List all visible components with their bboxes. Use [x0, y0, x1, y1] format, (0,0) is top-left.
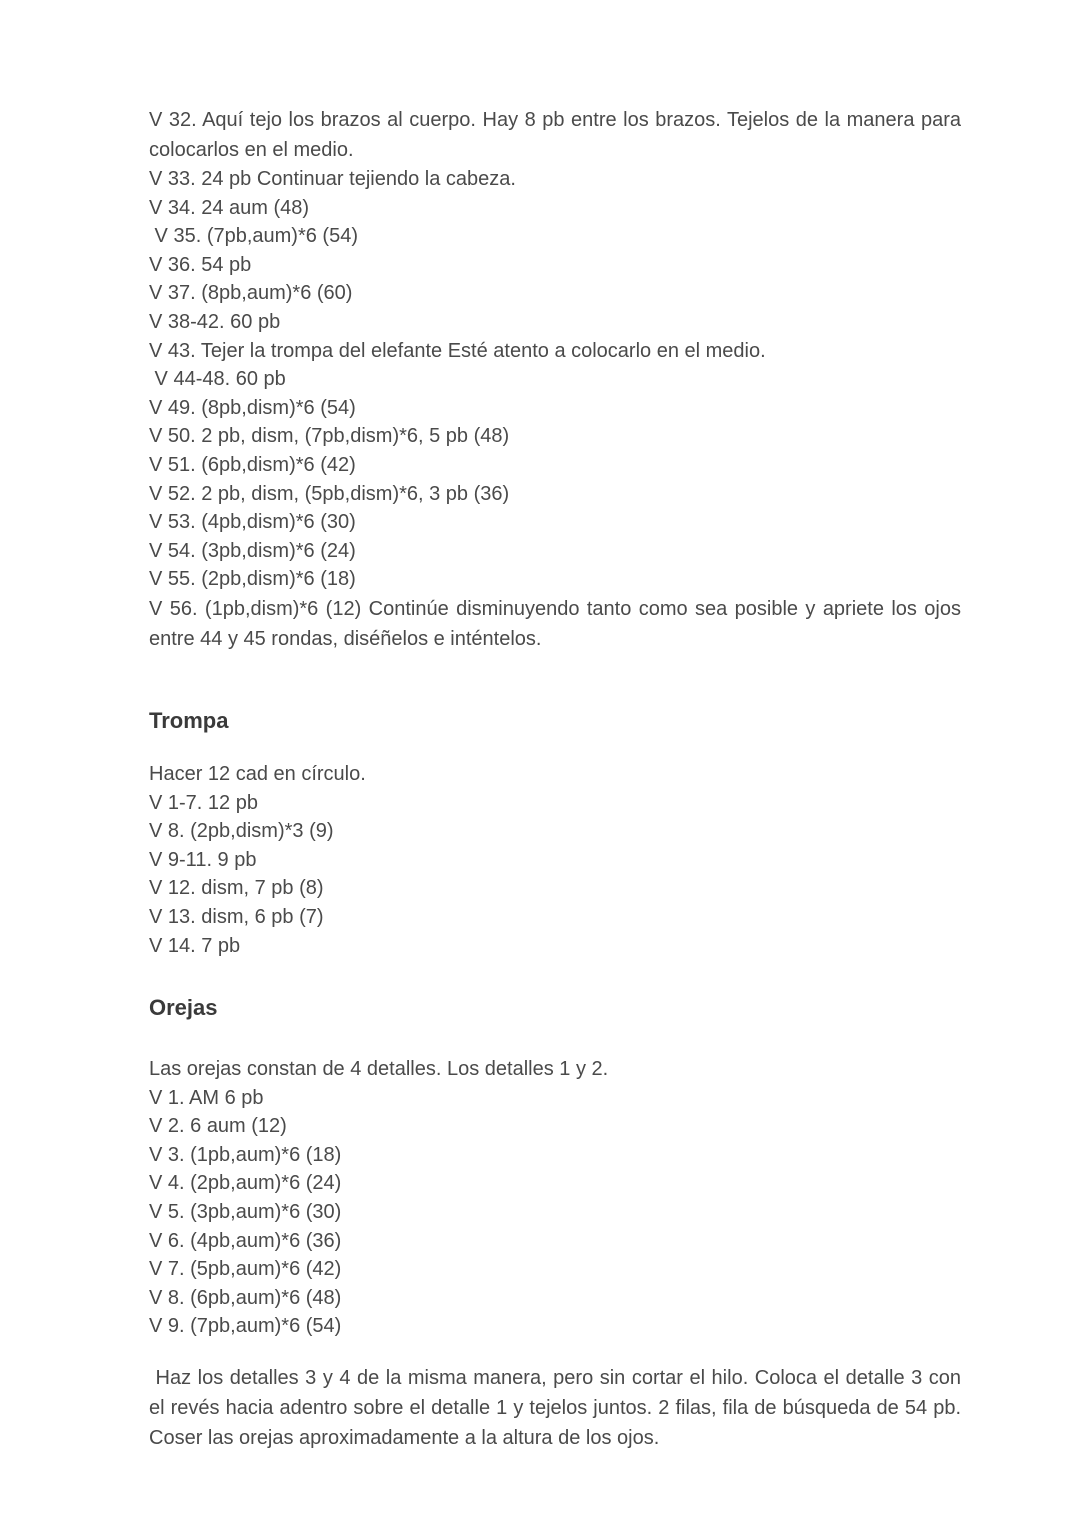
document-page — [149, 0, 967, 1528]
orejas-line: V 3. (1pb,aum)*6 (18) — [149, 1143, 342, 1166]
trompa-line: V 14. 7 pb — [149, 934, 241, 957]
cuerpo-line: V 53. (4pb,dism)*6 (30) — [149, 511, 356, 534]
orejas-line: V 5. (3pb,aum)*6 (30) — [149, 1200, 342, 1223]
trompa-line: V 1-7. 12 pb — [149, 791, 258, 814]
cuerpo-line: V 44-48. 60 pb — [149, 368, 286, 391]
cuerpo-outro: V 56. (1pb,dism)*6 (12) Continúe disminuyendo tanto como sea posible y apriete los ojos entre 44 y 45 rondas, diséñelos e inténtelos. — [149, 597, 961, 650]
orejas-heading: Orejas — [149, 995, 218, 1020]
orejas-line: V 1. AM 6 pb — [149, 1086, 264, 1109]
trompa-line: Hacer 12 cad en círculo. — [149, 763, 366, 785]
trompa-line: V 8. (2pb,dism)*3 (9) — [149, 820, 334, 843]
cuerpo-line: V 36. 54 pb — [149, 253, 252, 276]
orejas-line: V 9. (7pb,aum)*6 (54) — [149, 1315, 342, 1338]
cuerpo-line: V 43. Tejer la trompa del elefante Esté atento a colocarlo en el medio. — [149, 339, 766, 362]
cuerpo-section — [149, 105, 961, 654]
cuerpo-line: V 55. (2pb,dism)*6 (18) — [149, 568, 356, 591]
trompa-line: V 9-11. 9 pb — [149, 848, 257, 871]
cuerpo-line: V 52. 2 pb, dism, (5pb,dism)*6, 3 pb (36) — [149, 482, 510, 505]
cuerpo-line: V 50. 2 pb, dism, (7pb,dism)*6, 5 pb (48) — [149, 425, 510, 448]
trompa-heading: Trompa — [149, 708, 229, 733]
orejas-line: Las orejas constan de 4 detalles. Los detalles 1 y 2. — [149, 1058, 609, 1080]
cuerpo-line: V 49. (8pb,dism)*6 (54) — [149, 396, 356, 419]
cuerpo-line: V 54. (3pb,dism)*6 (24) — [149, 539, 356, 562]
orejas-line: V 6. (4pb,aum)*6 (36) — [149, 1229, 342, 1252]
orejas-line: V 2. 6 aum (12) — [149, 1115, 287, 1138]
trompa-line: V 13. dism, 6 pb (7) — [149, 905, 324, 928]
cuerpo-line: V 34. 24 aum (48) — [149, 196, 310, 219]
orejas-final-paragraph: Haz los detalles 3 y 4 de la misma manera, pero sin cortar el hilo. Coloca el detalle 3 con el revés hacia adentro sobre el detalle 1 y tejelos juntos. 2 filas, fila de búsqueda de 54 pb. Coser las orejas aproximadamente a la altura de los ojos. — [149, 1366, 967, 1449]
cuerpo-line: V 51. (6pb,dism)*6 (42) — [149, 453, 356, 476]
cuerpo-intro: V 32. Aquí tejo los brazos al cuerpo. Hay 8 pb entre los brazos. Tejelos de la manera para colocarlos en el medio. — [149, 109, 961, 161]
cuerpo-line: V 33. 24 pb Continuar tejiendo la cabeza. — [149, 168, 516, 190]
orejas-line: V 7. (5pb,aum)*6 (42) — [149, 1258, 342, 1281]
orejas-line: V 4. (2pb,aum)*6 (24) — [149, 1172, 342, 1195]
cuerpo-list — [149, 165, 961, 594]
cuerpo-line: V 35. (7pb,aum)*6 (54) — [149, 225, 358, 248]
orejas-list — [149, 1055, 961, 1341]
orejas-line: V 8. (6pb,aum)*6 (48) — [149, 1286, 342, 1309]
trompa-line: V 12. dism, 7 pb (8) — [149, 877, 324, 900]
trompa-section — [149, 706, 961, 960]
cuerpo-line: V 38-42. 60 pb — [149, 310, 281, 333]
trompa-list — [149, 760, 961, 960]
cuerpo-line: V 37. (8pb,aum)*6 (60) — [149, 282, 353, 305]
orejas-section — [149, 993, 967, 1453]
